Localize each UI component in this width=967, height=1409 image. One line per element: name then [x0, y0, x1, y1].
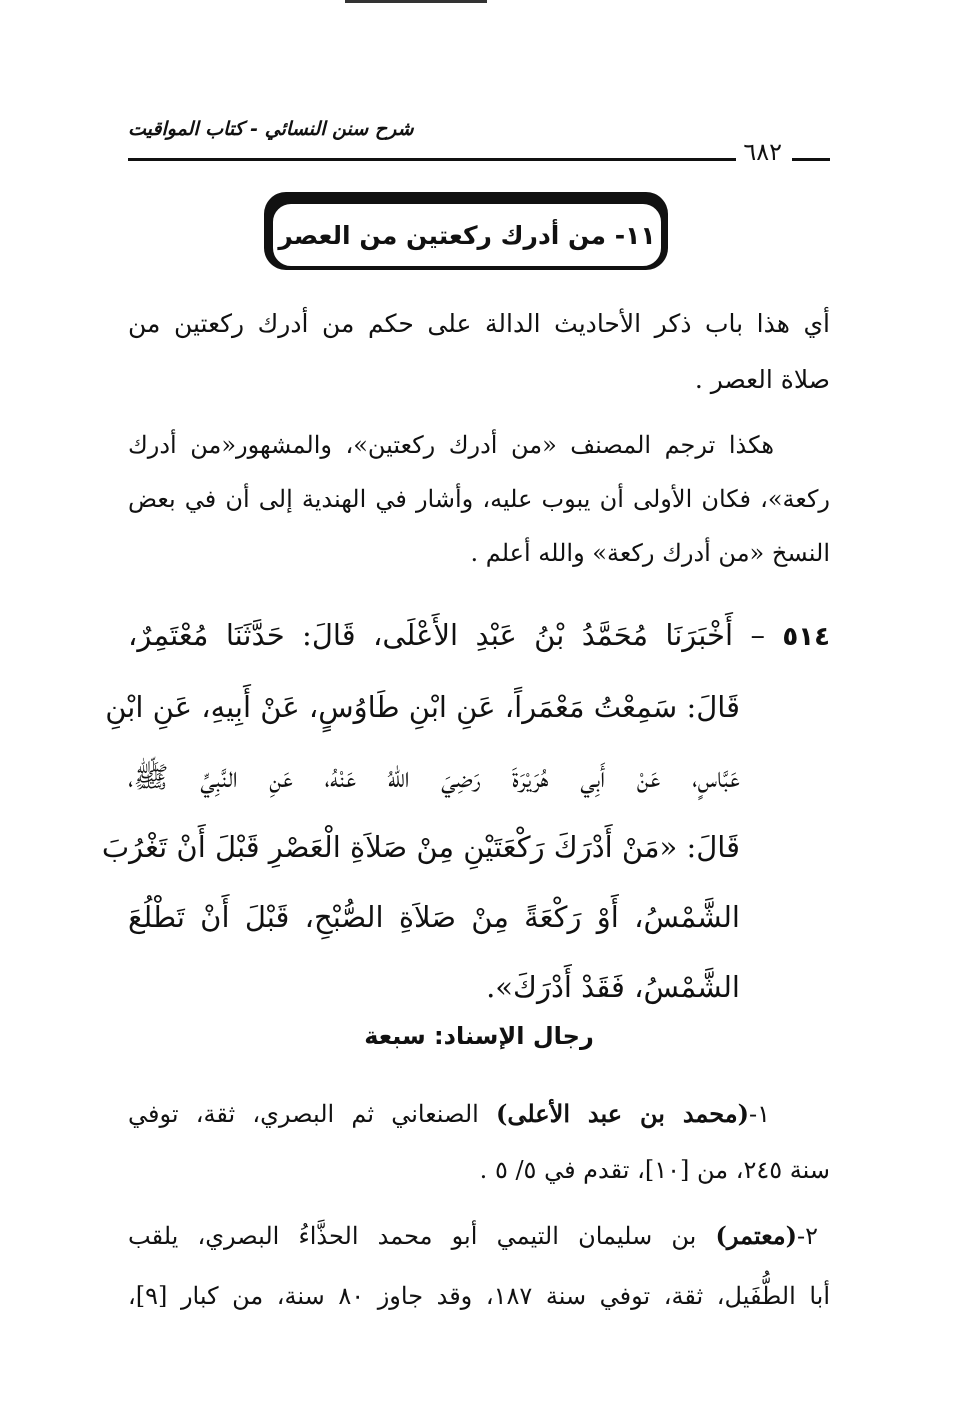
chapter-box [271, 202, 663, 268]
hadith-line [128, 600, 830, 672]
narrator-2-paragraph [128, 1206, 830, 1326]
hadith-text [101, 600, 830, 1022]
hadith-line: الشَّمْسُ، فَقَدْ أَدْرَكَ». [486, 970, 740, 1004]
narrator-1-line: سنة ٢٤٥، من [١٠]، تقدم في ٥/ ٥ . [479, 1156, 830, 1184]
page-header [128, 112, 830, 172]
top-rule [345, 0, 487, 3]
chapter-title: ١١- من أدرك ركعتين من العصر [278, 220, 656, 250]
running-title: شرح سنن النسائي - كتاب المواقيت [128, 118, 414, 140]
hadith-line: قَالَ: «مَنْ أَدْرَكَ رَكْعَتَيْنِ مِنْ صَلاَةِ الْعَصْرِ قَبْلَ أَنْ تَغْرُبَ [101, 830, 740, 864]
hadith-line: قَالَ: سَمِعْتُ مَعْمَراً، عَنِ ابْنِ طَاوُسٍ، عَنْ أَبِيهِ، عَنِ ابْنِ [105, 690, 740, 724]
narrator-2-line: أبا الطُّفَيل، ثقة، توفي سنة ١٨٧، وقد جاوز ٨٠ سنة، من كبار [٩]، [128, 1282, 830, 1310]
rijal-heading: رجال الإسناد: سبعة [364, 1022, 594, 1050]
hadith-line-text: – أَخْبَرَنَا مُحَمَّدُ بْنُ عَبْدِ الأَعْلَى، قَالَ: حَدَّثَنَا مُعْتَمِرٌ، [128, 618, 765, 652]
note-line: هكذا ترجم المصنف «من أدرك ركعتين»، والمشهور«من أدرك [128, 431, 774, 459]
narrator-2-line [128, 1206, 830, 1266]
hadith-number: ٥١٤ [782, 622, 830, 652]
narrator-1-paragraph [128, 1086, 830, 1198]
note-line: ركعة»، فكان الأولى أن يبوب عليه، وأشار في الهندية إلى أن في بعض [128, 485, 830, 513]
narrator-2-number: ٢- [797, 1222, 818, 1250]
page-number-dash [792, 158, 830, 161]
note-line: النسخ «من أدرك ركعة» والله أعلم . [470, 539, 830, 567]
narrator-2-name: (معتمر) [715, 1221, 797, 1250]
header-rule [128, 158, 736, 161]
hadith-line: الشَّمْسُ، أَوْ رَكْعَةً مِنْ صَلاَةِ الصُّبْحِ، قَبْلَ أَنْ تَطْلُعَ [128, 900, 740, 934]
narrator-1-desc: الصنعاني ثم البصري، ثقة، توفي [128, 1100, 496, 1128]
page-number: ٦٨٢ [743, 138, 782, 166]
narrator-1-number: ١- [749, 1100, 771, 1128]
hadith-line: عَبَّاسٍ، عَنْ أَبِي هُرَيْرَةَ رَضِيَ اللهُ عَنْهُ، عَنِ النَّبِيِّ ﷺ، [128, 760, 740, 794]
narrator-1-name: (محمد بن عبد الأعلى) [496, 1099, 750, 1128]
note-paragraph [128, 418, 830, 580]
intro-line: صلاة العصر . [694, 365, 830, 394]
intro-line: أي هذا باب ذكر الأحاديث الدالة على حكم من أدرك ركعتين من [128, 309, 830, 338]
narrator-1-line [128, 1086, 830, 1142]
intro-paragraph [128, 296, 830, 408]
narrator-2-desc: بن سليمان التيمي أبو محمد الحذَّاءُ البصري، يلقب [128, 1222, 716, 1250]
